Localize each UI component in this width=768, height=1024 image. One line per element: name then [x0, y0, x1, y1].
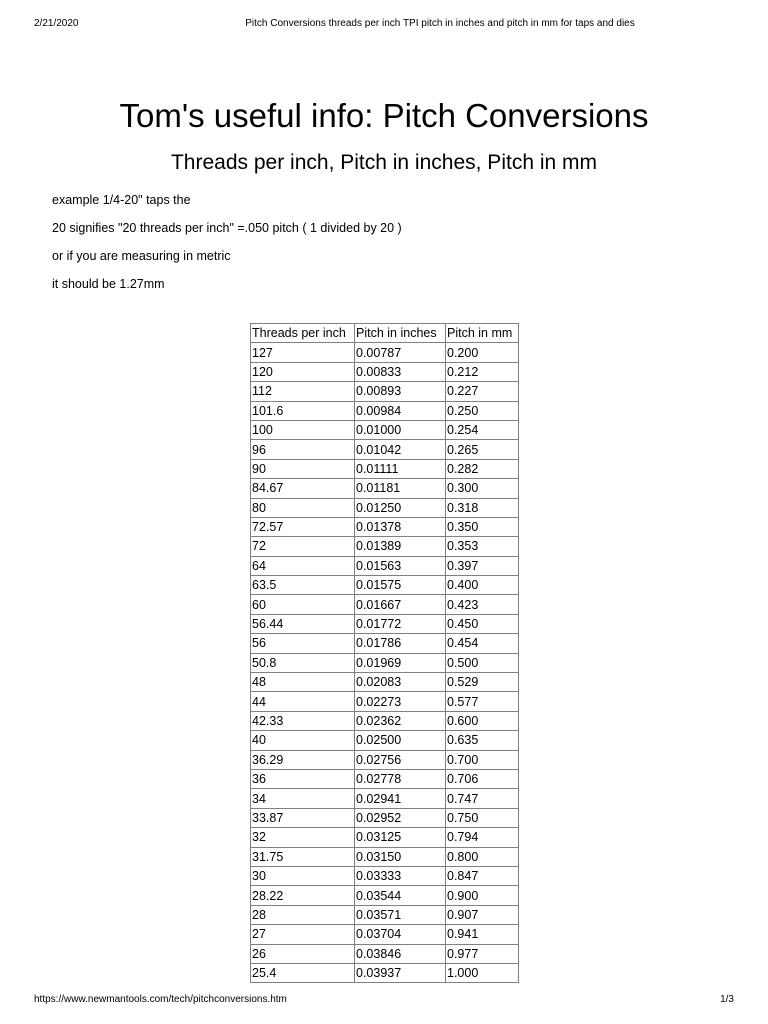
cell-pitch-in-inches: 0.03846: [355, 944, 446, 963]
cell-pitch-in-inches: 0.00833: [355, 362, 446, 381]
cell-pitch-in-inches: 0.02083: [355, 673, 446, 692]
cell-pitch-in-inches: 0.01772: [355, 614, 446, 633]
table-row: [251, 440, 519, 459]
cell-pitch-in-inches: 0.01389: [355, 537, 446, 556]
cell-pitch-in-mm: 0.794: [446, 828, 519, 847]
cell-pitch-in-mm: 0.318: [446, 498, 519, 517]
intro-line: example 1/4-20" taps the: [52, 193, 191, 207]
table-row: [251, 634, 519, 653]
cell-pitch-in-inches: 0.02952: [355, 808, 446, 827]
cell-pitch-in-inches: 0.00984: [355, 401, 446, 420]
print-date: 2/21/2020: [34, 18, 79, 29]
table-row: [251, 498, 519, 517]
cell-pitch-in-inches: 0.03704: [355, 925, 446, 944]
cell-threads-per-inch: 28: [251, 905, 355, 924]
table-row: [251, 692, 519, 711]
column-header-threads-per-inch: Threads per inch: [251, 324, 355, 343]
cell-pitch-in-inches: 0.01969: [355, 653, 446, 672]
cell-pitch-in-inches: 0.01575: [355, 576, 446, 595]
cell-pitch-in-mm: 1.000: [446, 963, 519, 982]
cell-pitch-in-mm: 0.454: [446, 634, 519, 653]
cell-threads-per-inch: 48: [251, 673, 355, 692]
cell-pitch-in-inches: 0.01181: [355, 479, 446, 498]
cell-pitch-in-inches: 0.02273: [355, 692, 446, 711]
cell-pitch-in-mm: 0.600: [446, 711, 519, 730]
cell-threads-per-inch: 96: [251, 440, 355, 459]
cell-pitch-in-mm: 0.254: [446, 420, 519, 439]
cell-pitch-in-mm: 0.747: [446, 789, 519, 808]
cell-threads-per-inch: 30: [251, 866, 355, 885]
cell-pitch-in-mm: 0.577: [446, 692, 519, 711]
table-row: [251, 576, 519, 595]
cell-pitch-in-mm: 0.400: [446, 576, 519, 595]
cell-threads-per-inch: 60: [251, 595, 355, 614]
intro-line: or if you are measuring in metric: [52, 249, 231, 263]
cell-pitch-in-inches: 0.03333: [355, 866, 446, 885]
cell-pitch-in-inches: 0.01042: [355, 440, 446, 459]
table-row: [251, 886, 519, 905]
table-row: [251, 420, 519, 439]
cell-threads-per-inch: 36.29: [251, 750, 355, 769]
cell-threads-per-inch: 64: [251, 556, 355, 575]
cell-threads-per-inch: 33.87: [251, 808, 355, 827]
cell-pitch-in-inches: 0.03150: [355, 847, 446, 866]
cell-pitch-in-inches: 0.01000: [355, 420, 446, 439]
cell-threads-per-inch: 101.6: [251, 401, 355, 420]
table-row: [251, 789, 519, 808]
intro-line: 20 signifies "20 threads per inch" =.050 pitch ( 1 divided by 20 ): [52, 221, 402, 235]
table-row: [251, 866, 519, 885]
cell-pitch-in-mm: 0.250: [446, 401, 519, 420]
table-row: [251, 750, 519, 769]
cell-threads-per-inch: 100: [251, 420, 355, 439]
cell-pitch-in-mm: 0.227: [446, 382, 519, 401]
cell-threads-per-inch: 42.33: [251, 711, 355, 730]
cell-pitch-in-mm: 0.500: [446, 653, 519, 672]
cell-pitch-in-inches: 0.00893: [355, 382, 446, 401]
table-row: [251, 963, 519, 982]
cell-pitch-in-inches: 0.02756: [355, 750, 446, 769]
cell-pitch-in-inches: 0.03571: [355, 905, 446, 924]
cell-threads-per-inch: 127: [251, 343, 355, 362]
cell-threads-per-inch: 25.4: [251, 963, 355, 982]
cell-threads-per-inch: 27: [251, 925, 355, 944]
intro-text: [52, 186, 402, 298]
cell-pitch-in-mm: 0.450: [446, 614, 519, 633]
cell-pitch-in-mm: 0.353: [446, 537, 519, 556]
cell-pitch-in-mm: 0.847: [446, 866, 519, 885]
table-row: [251, 905, 519, 924]
cell-pitch-in-inches: 0.01563: [355, 556, 446, 575]
pitch-conversion-table: [250, 323, 519, 983]
cell-threads-per-inch: 44: [251, 692, 355, 711]
cell-threads-per-inch: 84.67: [251, 479, 355, 498]
cell-pitch-in-inches: 0.03937: [355, 963, 446, 982]
cell-threads-per-inch: 56.44: [251, 614, 355, 633]
table-row: [251, 479, 519, 498]
table-row: [251, 595, 519, 614]
cell-threads-per-inch: 120: [251, 362, 355, 381]
cell-threads-per-inch: 32: [251, 828, 355, 847]
cell-pitch-in-mm: 0.529: [446, 673, 519, 692]
cell-pitch-in-mm: 0.706: [446, 769, 519, 788]
table-row: [251, 711, 519, 730]
table-body: [251, 343, 519, 983]
cell-pitch-in-mm: 0.300: [446, 479, 519, 498]
table-row: [251, 556, 519, 575]
cell-pitch-in-mm: 0.282: [446, 459, 519, 478]
page-indicator: 1/3: [720, 994, 734, 1005]
cell-threads-per-inch: 72: [251, 537, 355, 556]
table-row: [251, 362, 519, 381]
cell-threads-per-inch: 40: [251, 731, 355, 750]
cell-pitch-in-mm: 0.941: [446, 925, 519, 944]
cell-pitch-in-mm: 0.900: [446, 886, 519, 905]
table-row: [251, 614, 519, 633]
cell-pitch-in-inches: 0.02941: [355, 789, 446, 808]
table-row: [251, 731, 519, 750]
table-row: [251, 343, 519, 362]
cell-pitch-in-inches: 0.01111: [355, 459, 446, 478]
page-subtitle: Threads per inch, Pitch in inches, Pitch in mm: [170, 151, 597, 174]
print-url: https://www.newmantools.com/tech/pitchconversions.htm: [34, 994, 287, 1005]
table-header-row: [251, 324, 519, 343]
cell-threads-per-inch: 36: [251, 769, 355, 788]
cell-threads-per-inch: 63.5: [251, 576, 355, 595]
cell-pitch-in-mm: 0.977: [446, 944, 519, 963]
cell-pitch-in-mm: 0.397: [446, 556, 519, 575]
table-row: [251, 653, 519, 672]
page-title: Tom's useful info: Pitch Conversions: [119, 97, 649, 134]
cell-pitch-in-mm: 0.635: [446, 731, 519, 750]
cell-pitch-in-mm: 0.423: [446, 595, 519, 614]
table-row: [251, 828, 519, 847]
intro-line: it should be 1.27mm: [52, 277, 165, 291]
table-row: [251, 459, 519, 478]
cell-pitch-in-inches: 0.01667: [355, 595, 446, 614]
cell-threads-per-inch: 112: [251, 382, 355, 401]
table-row: [251, 808, 519, 827]
table-row: [251, 925, 519, 944]
print-document-title: Pitch Conversions threads per inch TPI pitch in inches and pitch in mm for taps and dies: [245, 18, 635, 29]
cell-pitch-in-inches: 0.01378: [355, 517, 446, 536]
cell-pitch-in-mm: 0.750: [446, 808, 519, 827]
cell-pitch-in-mm: 0.350: [446, 517, 519, 536]
table-row: [251, 847, 519, 866]
cell-pitch-in-inches: 0.01786: [355, 634, 446, 653]
cell-threads-per-inch: 72.57: [251, 517, 355, 536]
cell-pitch-in-inches: 0.02500: [355, 731, 446, 750]
cell-threads-per-inch: 26: [251, 944, 355, 963]
cell-pitch-in-inches: 0.02778: [355, 769, 446, 788]
cell-threads-per-inch: 56: [251, 634, 355, 653]
cell-pitch-in-mm: 0.200: [446, 343, 519, 362]
table-row: [251, 769, 519, 788]
cell-pitch-in-inches: 0.03125: [355, 828, 446, 847]
cell-pitch-in-mm: 0.700: [446, 750, 519, 769]
table-row: [251, 382, 519, 401]
table-row: [251, 673, 519, 692]
column-header-pitch-in-mm: Pitch in mm: [446, 324, 519, 343]
cell-pitch-in-mm: 0.800: [446, 847, 519, 866]
cell-pitch-in-inches: 0.02362: [355, 711, 446, 730]
cell-pitch-in-mm: 0.212: [446, 362, 519, 381]
cell-threads-per-inch: 90: [251, 459, 355, 478]
table-row: [251, 517, 519, 536]
cell-pitch-in-inches: 0.00787: [355, 343, 446, 362]
cell-pitch-in-inches: 0.03544: [355, 886, 446, 905]
cell-threads-per-inch: 50.8: [251, 653, 355, 672]
column-header-pitch-in-inches: Pitch in inches: [355, 324, 446, 343]
cell-pitch-in-inches: 0.01250: [355, 498, 446, 517]
table-row: [251, 537, 519, 556]
cell-threads-per-inch: 34: [251, 789, 355, 808]
cell-pitch-in-mm: 0.907: [446, 905, 519, 924]
cell-threads-per-inch: 31.75: [251, 847, 355, 866]
cell-pitch-in-mm: 0.265: [446, 440, 519, 459]
table-row: [251, 944, 519, 963]
cell-threads-per-inch: 28.22: [251, 886, 355, 905]
table-row: [251, 401, 519, 420]
cell-threads-per-inch: 80: [251, 498, 355, 517]
